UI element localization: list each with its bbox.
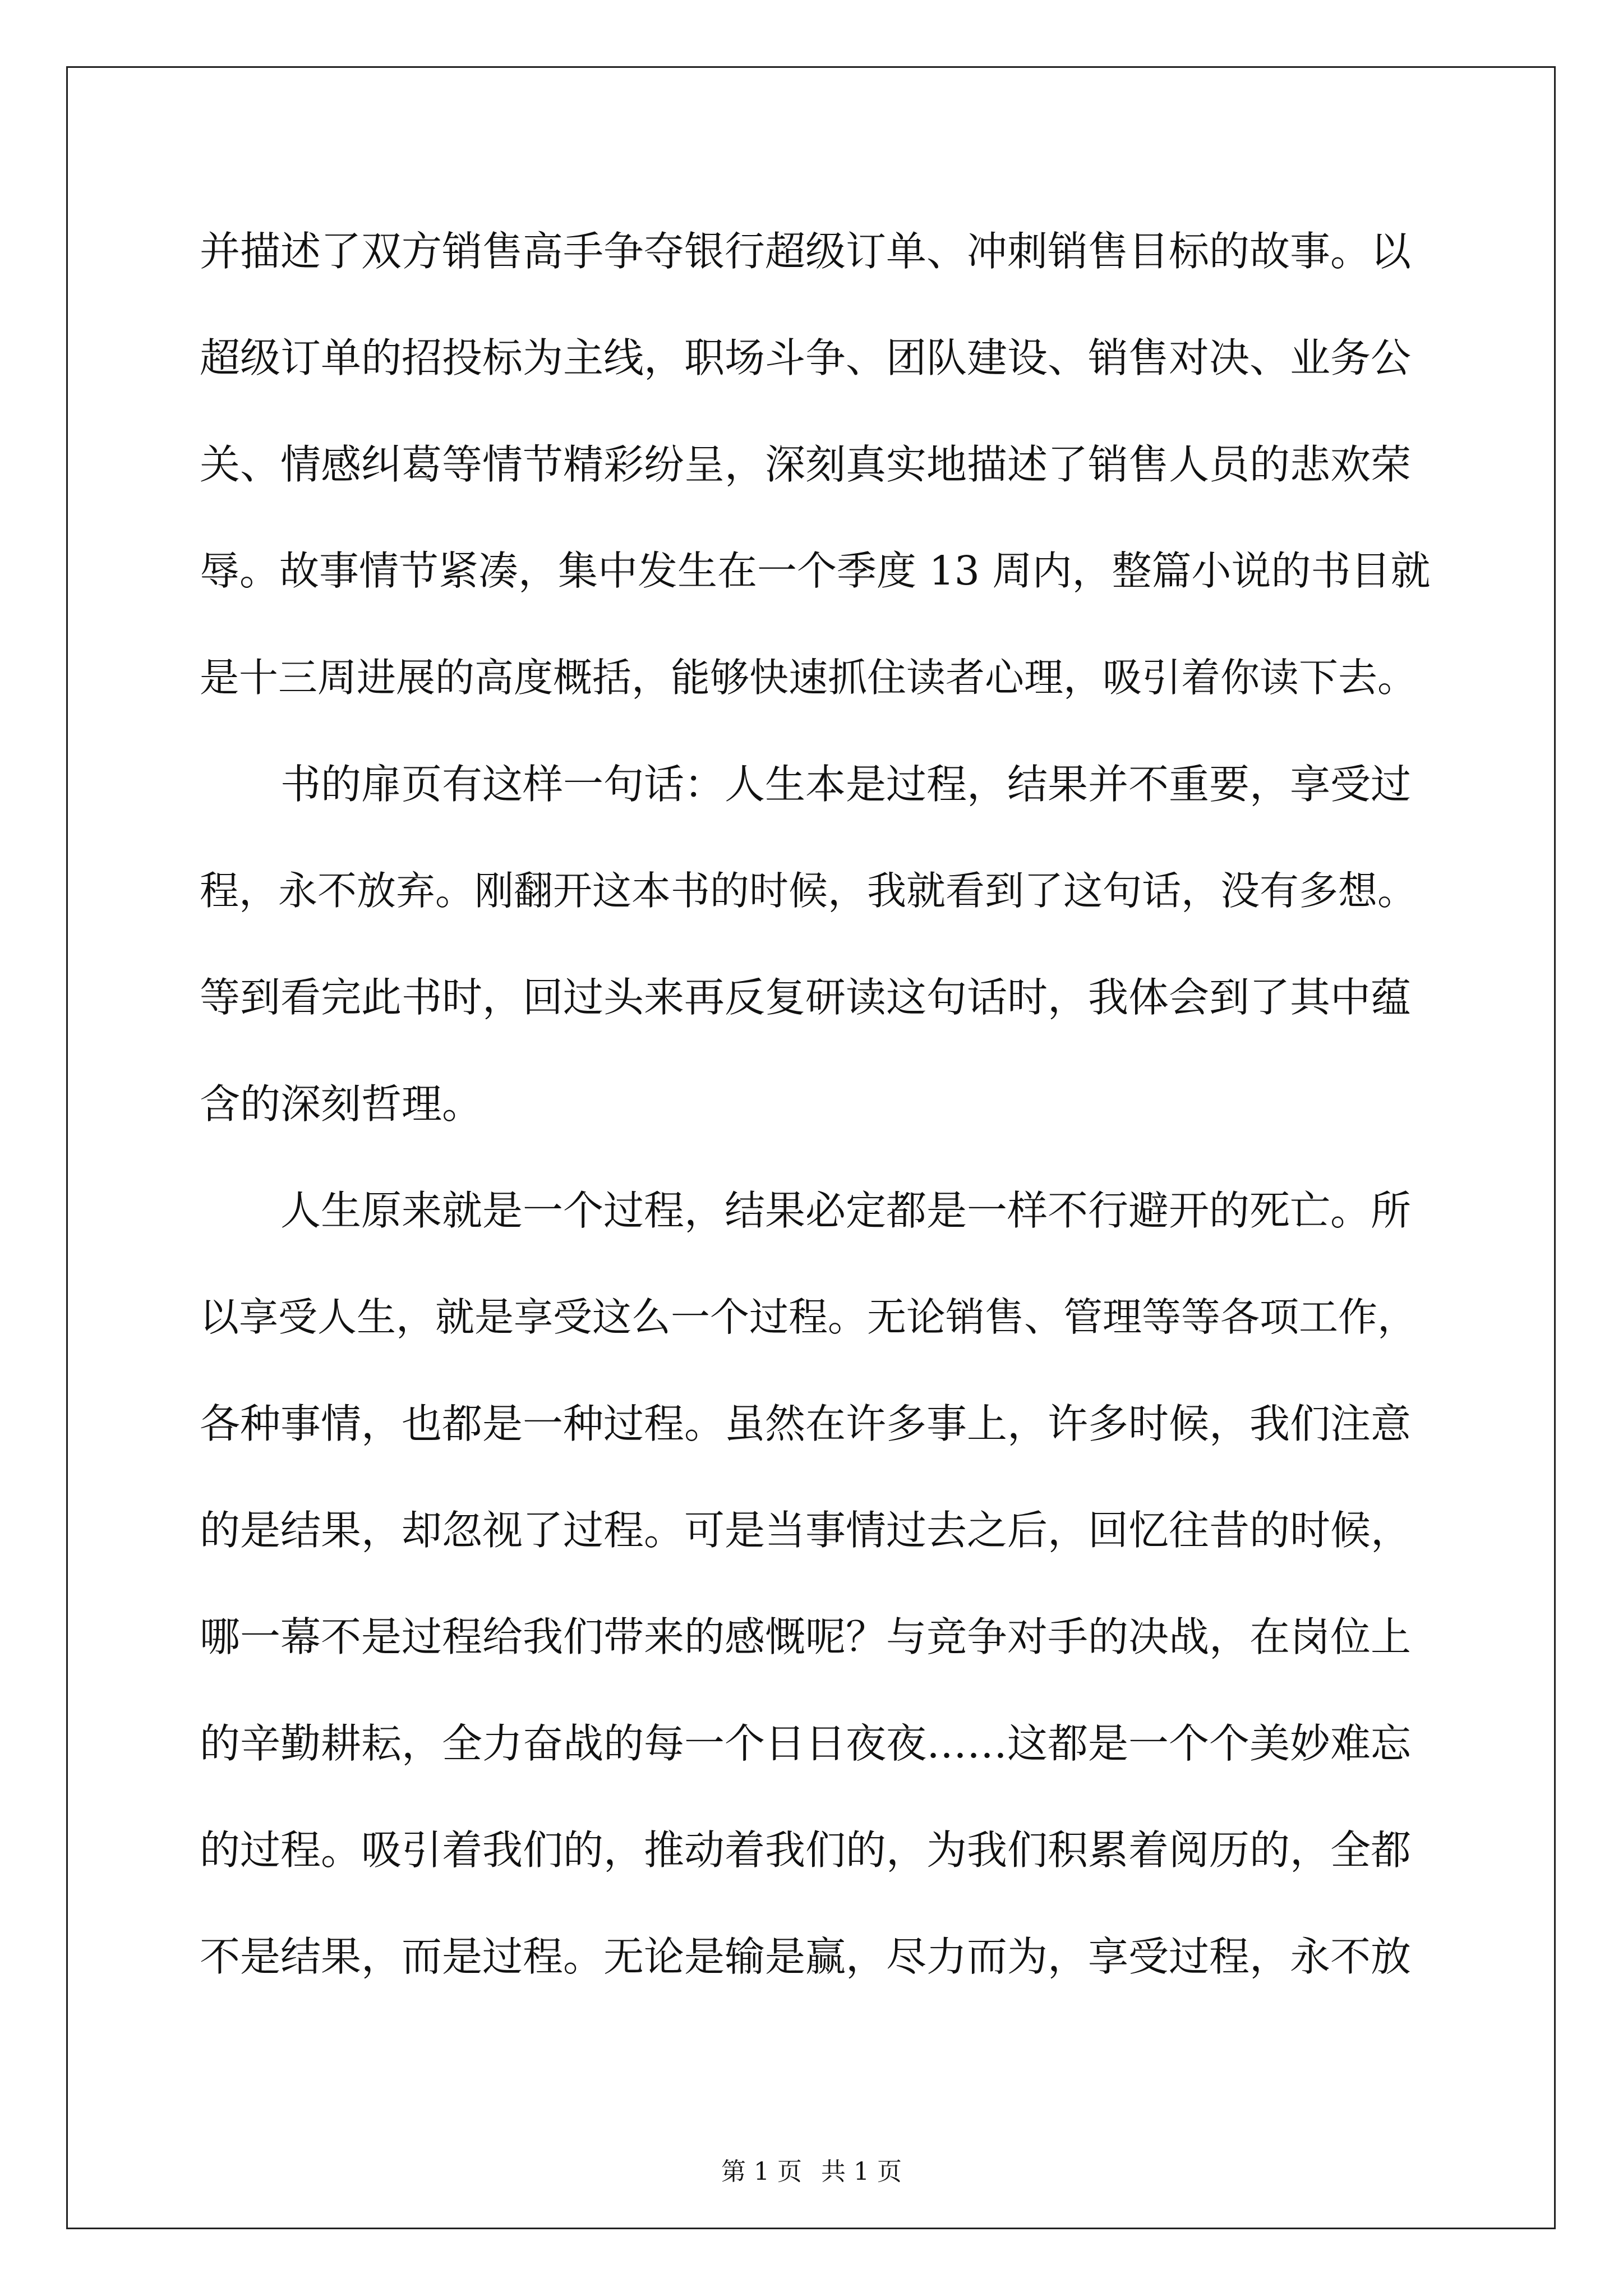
page-border: [66, 66, 1556, 2229]
text-line: 等到看完此书时，回过头来再反复研读这句话时，我体会到了其中蕴: [200, 974, 1412, 1021]
text-line: 的是结果，却忽视了过程。可是当事情过去之后，回忆往昔的时候，: [200, 1507, 1412, 1554]
paragraph-first-line: 书的扉页有这样一句话：人生本是过程，结果并不重要，享受过: [280, 761, 1412, 808]
text-line: 超级订单的招投标为主线，职场斗争、团队建设、销售对决、业务公: [200, 334, 1412, 381]
page-total: 共 1 页: [821, 2157, 902, 2186]
text-line: 以享受人生，就是享受这么一个过程。无论销售、管理等等各项工作，: [200, 1294, 1417, 1340]
text-line: 程，永不放弃。刚翻开这本书的时候，我就看到了这句话，没有多想。: [200, 868, 1417, 914]
text-line: 的过程。吸引着我们的，推动着我们的，为我们积累着阅历的，全都: [200, 1826, 1412, 1874]
paragraph-first-line: 人生原来就是一个过程，结果必定都是一样不行避开的死亡。所: [280, 1187, 1412, 1234]
text-line: 关、情感纠葛等情节精彩纷呈，深刻真实地描述了销售人员的悲欢荣: [200, 441, 1412, 488]
text-line: 是十三周进展的高度概括，能够快速抓住读者心理，吸引着你读下去。: [200, 655, 1417, 701]
page-footer: [0, 2159, 1623, 2185]
text-line: 的辛勤耕耘，全力奋战的每一个日日夜夜……这都是一个个美妙难忘: [200, 1720, 1412, 1767]
text-line: 不是结果，而是过程。无论是输是赢，尽力而为，享受过程，永不放: [200, 1933, 1412, 1980]
text-line: 辱。故事情节紧凑，集中发生在一个季度 13 周内，整篇小说的书目就: [200, 547, 1431, 594]
page-number: 第 1 页: [721, 2157, 802, 2186]
text-line: 含的深刻哲理。: [200, 1080, 483, 1128]
text-line: 并描述了双方销售高手争夺银行超级订单、冲刺销售目标的故事。以: [200, 228, 1412, 275]
text-line: 各种事情，也都是一种过程。虽然在许多事上，许多时候，我们注意: [200, 1400, 1412, 1447]
text-line: 哪一幕不是过程给我们带来的感慨呢？与竞争对手的决战，在岗位上: [200, 1613, 1412, 1660]
